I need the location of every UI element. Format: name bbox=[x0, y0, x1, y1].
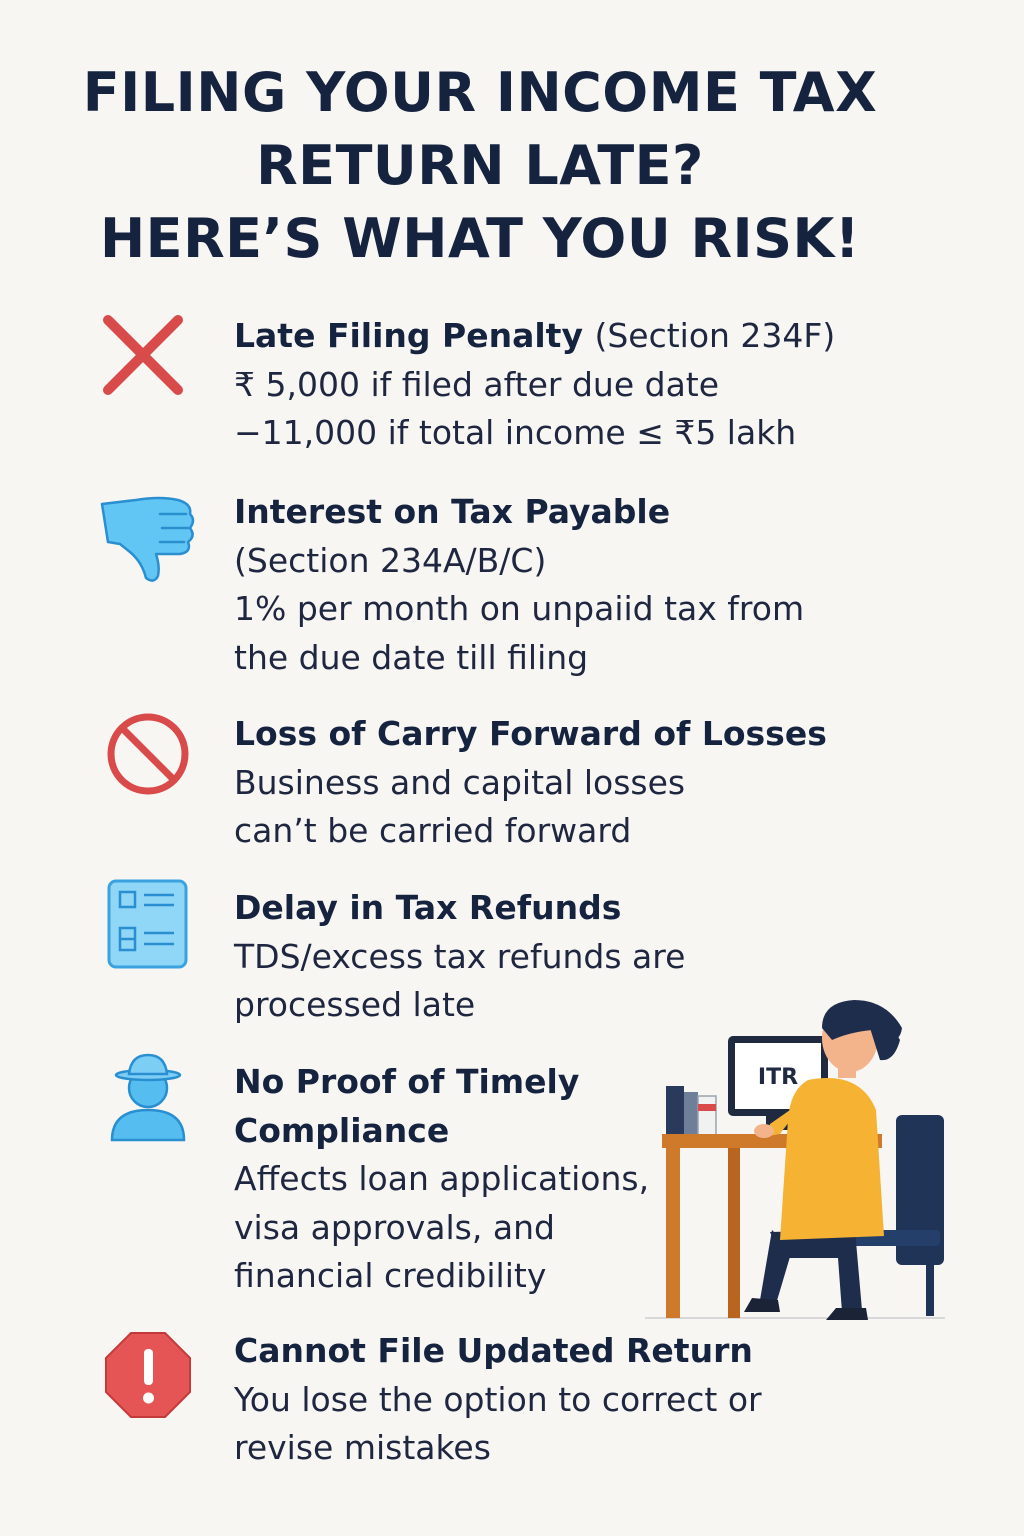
risk-heading-line: No Proof of Timely bbox=[234, 1062, 580, 1101]
risk-heading-line: Compliance bbox=[234, 1110, 450, 1150]
risk-detail-line: −11,000 if total income ≤ ₹5 lakh bbox=[234, 413, 797, 452]
risk-detail-line: ₹ 5,000 if filed after due date bbox=[234, 364, 720, 404]
risk-detail-line: Business and capital losses bbox=[234, 762, 686, 802]
checklist-document-icon bbox=[106, 878, 202, 974]
risk-heading: Late Filing Penalty (Section 234F) bbox=[234, 316, 836, 355]
no-entry-icon bbox=[104, 710, 200, 806]
risk-heading: Loss of Carry Forward of Losses bbox=[234, 714, 827, 753]
person-hat-icon bbox=[104, 1052, 200, 1148]
page-title bbox=[40, 56, 920, 275]
warning-octagon-icon bbox=[104, 1331, 200, 1427]
risk-heading: Interest on Tax Payable bbox=[234, 492, 671, 531]
risk-detail-line: You lose the option to correct or bbox=[234, 1379, 762, 1419]
risk-detail-line: Affects loan applications, bbox=[234, 1159, 650, 1198]
title-line-3: HERE’S WHAT YOU RISK! bbox=[99, 207, 860, 270]
risk-detail-line: processed late bbox=[234, 985, 476, 1024]
x-mark-icon bbox=[100, 312, 196, 408]
risk-detail-line: revise mistakes bbox=[234, 1428, 491, 1467]
risk-heading: Delay in Tax Refunds bbox=[234, 888, 622, 927]
risk-detail-line: financial credibility bbox=[234, 1256, 547, 1295]
title-line-1: FILING YOUR INCOME TAX bbox=[82, 61, 878, 124]
monitor-label: ITR bbox=[757, 1065, 799, 1090]
risk-detail-line: TDS/excess tax refunds are bbox=[234, 936, 686, 976]
risk-detail-line: visa approvals, and bbox=[234, 1207, 555, 1247]
thumbs-down-icon bbox=[100, 492, 196, 588]
risk-detail-line: the due date till filing bbox=[234, 637, 589, 677]
risk-detail-line: can’t be carried forward bbox=[234, 811, 632, 850]
risk-heading-suffix: (Section 234F) bbox=[594, 316, 836, 355]
risk-heading: Cannot File Updated Return bbox=[234, 1331, 753, 1370]
person-at-computer-icon bbox=[640, 1000, 960, 1330]
title-line-2: RETURN LATE? bbox=[256, 134, 704, 197]
risk-detail-line: 1% per month on unpaiid tax from bbox=[234, 589, 805, 628]
risk-detail-line: (Section 234A/B/C) bbox=[234, 540, 547, 580]
